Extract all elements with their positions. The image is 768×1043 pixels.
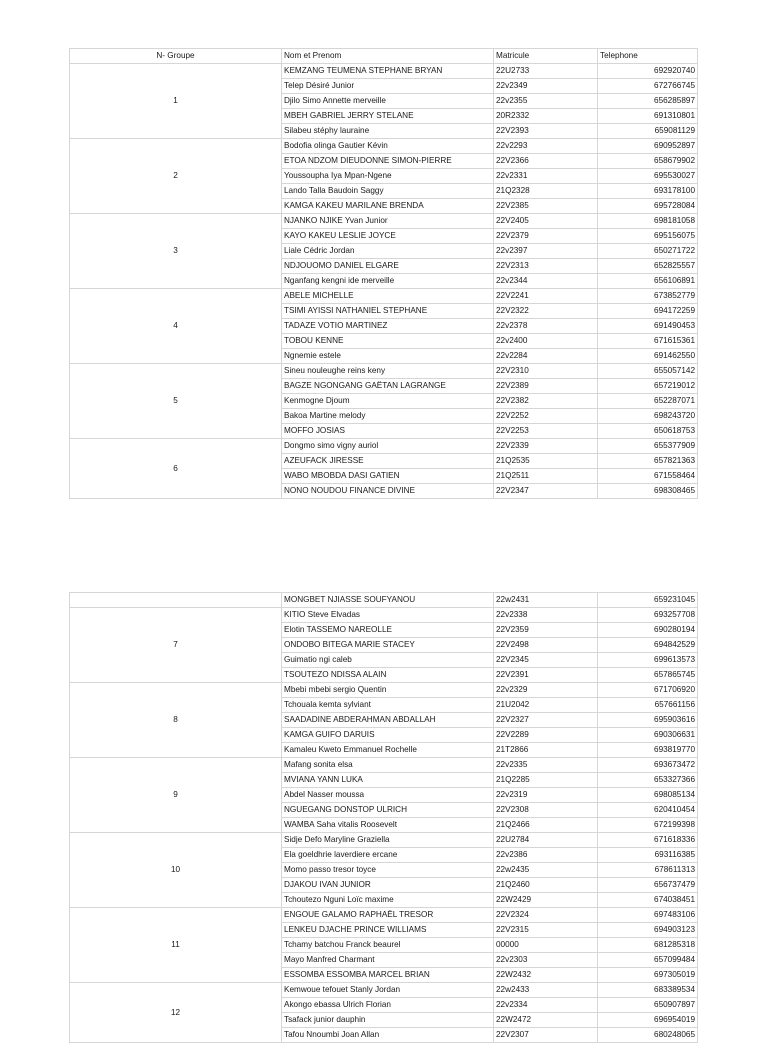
telephone: 658679902 (598, 154, 698, 169)
header-matricule: Matricule (494, 49, 598, 64)
telephone: 672766745 (598, 79, 698, 94)
matricule: 22v2349 (494, 79, 598, 94)
student-name: MBEH GABRIEL JERRY STELANE (282, 109, 494, 124)
telephone: 671615361 (598, 334, 698, 349)
telephone: 650271722 (598, 244, 698, 259)
table-row (70, 289, 698, 304)
group-number: 8 (70, 683, 282, 758)
telephone: 674038451 (598, 893, 698, 908)
student-name: KAMGA KAKEU MARILANE BRENDA (282, 199, 494, 214)
matricule: 22V2310 (494, 364, 598, 379)
telephone: 692920740 (598, 64, 698, 79)
student-name: ABELE MICHELLE (282, 289, 494, 304)
group-number (70, 593, 282, 608)
telephone: 695903616 (598, 713, 698, 728)
matricule: 22V2359 (494, 623, 598, 638)
telephone: 657219012 (598, 379, 698, 394)
matricule: 22V2308 (494, 803, 598, 818)
group-number: 5 (70, 364, 282, 439)
telephone: 691490453 (598, 319, 698, 334)
student-name: KAMGA GUIFO DARUIS (282, 728, 494, 743)
matricule: 22v2400 (494, 334, 598, 349)
student-name: TADAZE VOTIO MARTINEZ (282, 319, 494, 334)
telephone: 699613573 (598, 653, 698, 668)
student-name: Tchouala kemta sylviant (282, 698, 494, 713)
student-name: Telep Désiré Junior (282, 79, 494, 94)
matricule: 22U2733 (494, 64, 598, 79)
student-name: WAMBA Saha vitalis Roosevelt (282, 818, 494, 833)
student-name: SAADADINE ABDERAHMAN ABDALLAH (282, 713, 494, 728)
telephone: 652287071 (598, 394, 698, 409)
matricule: 21Q2511 (494, 469, 598, 484)
matricule: 22W2432 (494, 968, 598, 983)
table-body (70, 64, 698, 499)
matricule: 22V2327 (494, 713, 598, 728)
table-row (70, 908, 698, 923)
student-name: Bakoa Martine melody (282, 409, 494, 424)
matricule: 22V2324 (494, 908, 598, 923)
telephone: 659081129 (598, 124, 698, 139)
table-body (70, 593, 698, 1043)
matricule: 22v2331 (494, 169, 598, 184)
matricule: 22V2393 (494, 124, 598, 139)
student-name: Akongo ebassa Ulrich Florian (282, 998, 494, 1013)
student-name: Sineu nouleughe reins keny (282, 364, 494, 379)
matricule: 22v2397 (494, 244, 598, 259)
matricule: 22v2386 (494, 848, 598, 863)
telephone: 690306631 (598, 728, 698, 743)
telephone: 698085134 (598, 788, 698, 803)
table-row (70, 683, 698, 698)
student-name: Liale Cédric Jordan (282, 244, 494, 259)
group-number: 2 (70, 139, 282, 214)
student-name: Kemwoue tefouet Stanly Jordan (282, 983, 494, 998)
matricule: 22V2339 (494, 439, 598, 454)
student-name: Ela goeldhrie laverdiere ercane (282, 848, 494, 863)
group-number: 3 (70, 214, 282, 289)
telephone: 695156075 (598, 229, 698, 244)
group-number: 7 (70, 608, 282, 683)
student-name: Nganfang kengni ide merveille (282, 274, 494, 289)
student-name: TOBOU KENNE (282, 334, 494, 349)
matricule: 21Q2466 (494, 818, 598, 833)
student-name: ENGOUE GALAMO RAPHAËL TRESOR (282, 908, 494, 923)
telephone: 690280194 (598, 623, 698, 638)
student-name: TSIMI AYISSI NATHANIEL STEPHANE (282, 304, 494, 319)
telephone: 691462550 (598, 349, 698, 364)
header-groupe: N- Groupe (70, 49, 282, 64)
table-row (70, 139, 698, 154)
telephone: 657821363 (598, 454, 698, 469)
matricule: 22V2313 (494, 259, 598, 274)
matricule: 22w2433 (494, 983, 598, 998)
student-name: MOFFO JOSIAS (282, 424, 494, 439)
student-name: KITIO Steve Elvadas (282, 608, 494, 623)
student-name: MVIANA YANN LUKA (282, 773, 494, 788)
telephone: 656737479 (598, 878, 698, 893)
table-row (70, 833, 698, 848)
student-name: NJANKO NJIKE Yvan Junior (282, 214, 494, 229)
group-table-page-1 (69, 48, 698, 499)
student-name: KEMZANG TEUMENA STEPHANE BRYAN (282, 64, 494, 79)
student-name: Dongmo simo vigny auriol (282, 439, 494, 454)
matricule: 21Q2535 (494, 454, 598, 469)
header-nom-prenom: Nom et Prenom (282, 49, 494, 64)
student-name: Sidje Defo Maryline Graziella (282, 833, 494, 848)
group-number: 12 (70, 983, 282, 1043)
table-row (70, 983, 698, 998)
telephone: 694842529 (598, 638, 698, 653)
student-name: Ngnemie estele (282, 349, 494, 364)
matricule: 21Q2460 (494, 878, 598, 893)
telephone: 695728084 (598, 199, 698, 214)
student-name: Elotin TASSEMO NAREOLLE (282, 623, 494, 638)
matricule: 22V2382 (494, 394, 598, 409)
matricule: 22U2784 (494, 833, 598, 848)
student-name: Momo passo tresor toyce (282, 863, 494, 878)
matricule: 21Q2328 (494, 184, 598, 199)
telephone: 693673472 (598, 758, 698, 773)
telephone: 657865745 (598, 668, 698, 683)
telephone: 697483106 (598, 908, 698, 923)
student-name: NGUEGANG DONSTOP ULRICH (282, 803, 494, 818)
student-name: Tchoutezo Nguni Loïc maxime (282, 893, 494, 908)
group-number: 11 (70, 908, 282, 983)
student-name: Mayo Manfred Charmant (282, 953, 494, 968)
matricule: 22V2405 (494, 214, 598, 229)
telephone: 620410454 (598, 803, 698, 818)
table-row (70, 64, 698, 79)
student-name: Bodofia olinga Gautier Kévin (282, 139, 494, 154)
student-name: Kamaleu Kweto Emmanuel Rochelle (282, 743, 494, 758)
telephone: 672199398 (598, 818, 698, 833)
table-row (70, 364, 698, 379)
student-name: DJAKOU IVAN JUNIOR (282, 878, 494, 893)
matricule: 22V2253 (494, 424, 598, 439)
table-row (70, 758, 698, 773)
matricule: 22v2335 (494, 758, 598, 773)
telephone: 657099484 (598, 953, 698, 968)
student-name: Djilo Simo Annette merveille (282, 94, 494, 109)
student-name: NONO NOUDOU FINANCE DIVINE (282, 484, 494, 499)
matricule: 22w2431 (494, 593, 598, 608)
table-header-row (70, 49, 698, 64)
telephone: 671618336 (598, 833, 698, 848)
telephone: 678611313 (598, 863, 698, 878)
table-row (70, 593, 698, 608)
student-name: Lando Talla Baudoin Saggy (282, 184, 494, 199)
group-number: 1 (70, 64, 282, 139)
student-name: LENKEU DJACHE PRINCE WILLIAMS (282, 923, 494, 938)
telephone: 656106891 (598, 274, 698, 289)
matricule: 22v2329 (494, 683, 598, 698)
telephone: 657661156 (598, 698, 698, 713)
telephone: 650618753 (598, 424, 698, 439)
student-name: TSOUTEZO NDISSA ALAIN (282, 668, 494, 683)
telephone: 671558464 (598, 469, 698, 484)
matricule: 22v2378 (494, 319, 598, 334)
matricule: 22V2289 (494, 728, 598, 743)
matricule: 21U2042 (494, 698, 598, 713)
matricule: 22V2347 (494, 484, 598, 499)
student-name: AZEUFACK JIRESSE (282, 454, 494, 469)
telephone: 650907897 (598, 998, 698, 1013)
telephone: 671706920 (598, 683, 698, 698)
student-name: MONGBET NJIASSE SOUFYANOU (282, 593, 494, 608)
matricule: 22V2391 (494, 668, 598, 683)
telephone: 690952897 (598, 139, 698, 154)
student-name: Mbebi mbebi sergio Quentin (282, 683, 494, 698)
matricule: 00000 (494, 938, 598, 953)
student-name: Silabeu stéphy lauraine (282, 124, 494, 139)
student-name: ESSOMBA ESSOMBA MARCEL BRIAN (282, 968, 494, 983)
group-table-page-2 (69, 592, 698, 1043)
telephone: 656285897 (598, 94, 698, 109)
telephone: 697305019 (598, 968, 698, 983)
matricule: 22v2355 (494, 94, 598, 109)
matricule: 22V2385 (494, 199, 598, 214)
matricule: 22v2338 (494, 608, 598, 623)
student-name: Kenmogne Djoum (282, 394, 494, 409)
student-name: Abdel Nasser moussa (282, 788, 494, 803)
student-name: BAGZE NGONGANG GAËTAN LAGRANGE (282, 379, 494, 394)
telephone: 695530027 (598, 169, 698, 184)
matricule: 22v2319 (494, 788, 598, 803)
telephone: 693178100 (598, 184, 698, 199)
group-number: 4 (70, 289, 282, 364)
header-telephone: Telephone (598, 49, 698, 64)
table-row (70, 214, 698, 229)
telephone: 693819770 (598, 743, 698, 758)
matricule: 22v2293 (494, 139, 598, 154)
matricule: 22v2334 (494, 998, 598, 1013)
matricule: 22V2389 (494, 379, 598, 394)
student-name: Guimatio ngi caleb (282, 653, 494, 668)
telephone: 694172259 (598, 304, 698, 319)
table-row (70, 439, 698, 454)
matricule: 22V2252 (494, 409, 598, 424)
group-number: 10 (70, 833, 282, 908)
telephone: 693116385 (598, 848, 698, 863)
matricule: 22V2379 (494, 229, 598, 244)
telephone: 655377909 (598, 439, 698, 454)
telephone: 696954019 (598, 1013, 698, 1028)
table-row (70, 608, 698, 623)
matricule: 20R2332 (494, 109, 598, 124)
matricule: 22V2315 (494, 923, 598, 938)
telephone: 681285318 (598, 938, 698, 953)
student-name: KAYO KAKEU LESLIE JOYCE (282, 229, 494, 244)
telephone: 683389534 (598, 983, 698, 998)
telephone: 653327366 (598, 773, 698, 788)
matricule: 22V2366 (494, 154, 598, 169)
group-number: 9 (70, 758, 282, 833)
student-name: NDJOUOMO DANIEL ELGARE (282, 259, 494, 274)
student-name: Mafang sonita elsa (282, 758, 494, 773)
telephone: 659231045 (598, 593, 698, 608)
matricule: 22V2345 (494, 653, 598, 668)
matricule: 22V2241 (494, 289, 598, 304)
telephone: 673852779 (598, 289, 698, 304)
telephone: 693257708 (598, 608, 698, 623)
group-number: 6 (70, 439, 282, 499)
student-name: WABO MBOBDA DASI GATIEN (282, 469, 494, 484)
student-name: Tchamy batchou Franck beaurel (282, 938, 494, 953)
student-name: ETOA NDZOM DIEUDONNE SIMON-PIERRE (282, 154, 494, 169)
matricule: 22V2498 (494, 638, 598, 653)
telephone: 680248065 (598, 1028, 698, 1043)
matricule: 22W2429 (494, 893, 598, 908)
telephone: 652825557 (598, 259, 698, 274)
matricule: 22w2435 (494, 863, 598, 878)
telephone: 698308465 (598, 484, 698, 499)
telephone: 694903123 (598, 923, 698, 938)
telephone: 691310801 (598, 109, 698, 124)
matricule: 22V2307 (494, 1028, 598, 1043)
telephone: 655057142 (598, 364, 698, 379)
matricule: 22v2303 (494, 953, 598, 968)
matricule: 22V2322 (494, 304, 598, 319)
student-name: ONDOBO BITEGA MARIE STACEY (282, 638, 494, 653)
telephone: 698243720 (598, 409, 698, 424)
telephone: 698181058 (598, 214, 698, 229)
matricule: 21Q2285 (494, 773, 598, 788)
student-name: Tsafack junior dauphin (282, 1013, 494, 1028)
student-name: Tafou Nnoumbi Joan Allan (282, 1028, 494, 1043)
matricule: 22v2284 (494, 349, 598, 364)
matricule: 22W2472 (494, 1013, 598, 1028)
matricule: 22v2344 (494, 274, 598, 289)
student-name: Youssoupha Iya Mpan-Ngene (282, 169, 494, 184)
matricule: 21T2866 (494, 743, 598, 758)
